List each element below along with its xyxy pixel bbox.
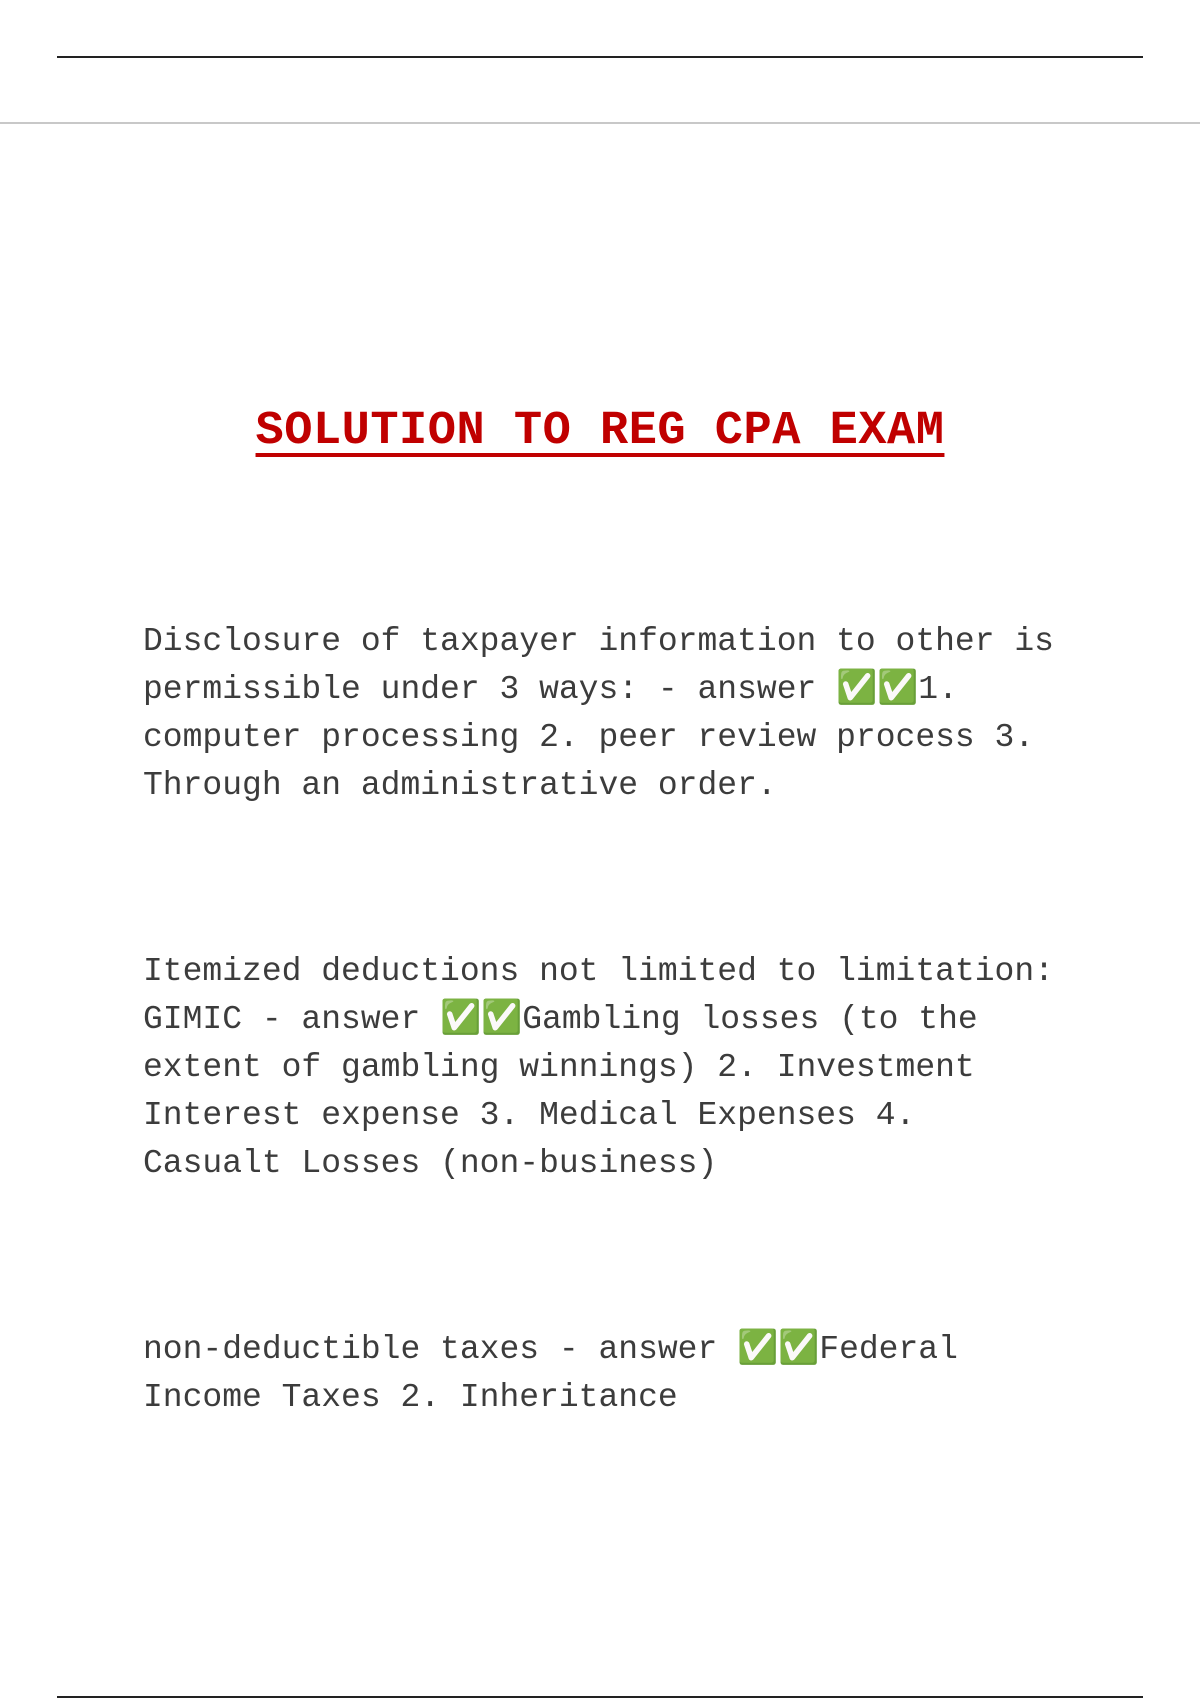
qa-entry-itemized-deductions: Itemized deductions not limited to limitation: GIMIC - answer ✅✅Gambling losses (to the extent of gambling winnings) 2. Investment Interest expense 3. Medical Expenses 4. Casualt Losses (non-business) — [143, 953, 1054, 1182]
page-separator — [0, 122, 1200, 124]
document-title-text: SOLUTION TO REG CPA EXAM — [255, 405, 945, 458]
qa-entry-non-deductible-taxes: non-deductible taxes - answer ✅✅Federal Income Taxes 2. Inheritance — [143, 1331, 958, 1416]
qa-entry-disclosure: Disclosure of taxpayer information to other is permissible under 3 ways: - answer ✅✅1. computer processing 2. peer review process 3. Through an administrative order. — [143, 623, 1054, 804]
header-rule — [57, 56, 1143, 58]
document-title — [0, 405, 1200, 458]
footer-rule — [57, 1696, 1143, 1698]
